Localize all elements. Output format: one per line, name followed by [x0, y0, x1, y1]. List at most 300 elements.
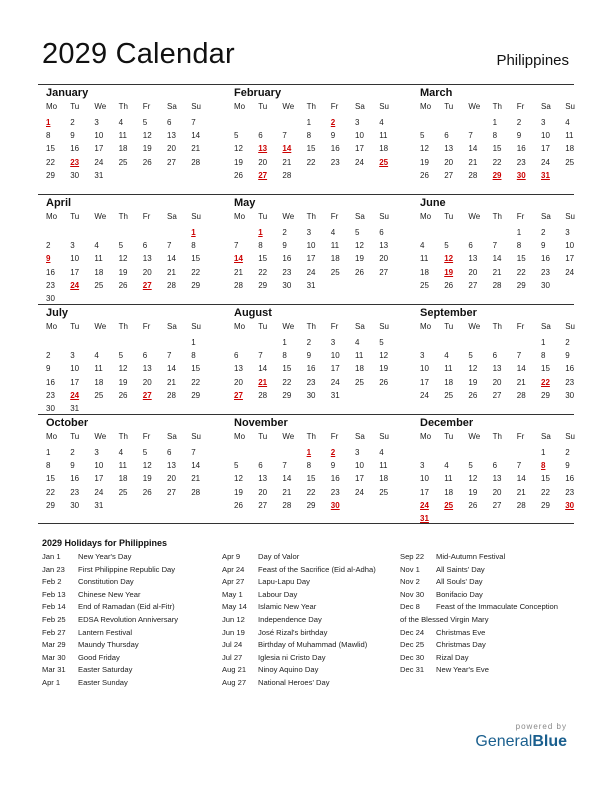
day-cell[interactable]: 1: [306, 118, 312, 127]
day-cell[interactable]: 8: [516, 241, 522, 251]
holiday-day-cell[interactable]: 1: [191, 228, 196, 237]
day-cell[interactable]: 24: [330, 377, 340, 387]
day-cell[interactable]: 14: [191, 461, 201, 471]
holiday-day-cell[interactable]: 8: [541, 461, 546, 471]
day-cell[interactable]: 8: [191, 241, 196, 251]
holiday-day-cell[interactable]: 24: [70, 280, 80, 290]
day-cell[interactable]: 12: [355, 241, 364, 251]
day-cell[interactable]: 22: [46, 487, 55, 497]
day-cell[interactable]: 23: [46, 390, 55, 400]
day-cell[interactable]: 12: [118, 254, 128, 264]
holiday-day-cell[interactable]: 27: [258, 170, 268, 180]
day-cell[interactable]: 20: [379, 254, 389, 264]
holiday-day-cell[interactable]: 31: [541, 170, 550, 180]
day-cell[interactable]: 3: [70, 241, 75, 251]
day-cell[interactable]: 4: [565, 118, 570, 127]
day-cell[interactable]: 9: [46, 364, 51, 374]
day-cell[interactable]: 21: [516, 377, 526, 387]
day-cell[interactable]: 8: [258, 241, 263, 251]
day-cell[interactable]: 15: [282, 364, 292, 374]
day-cell[interactable]: 29: [191, 280, 201, 290]
day-cell[interactable]: 25: [330, 267, 340, 277]
holiday-day-cell[interactable]: 9: [46, 254, 51, 264]
day-cell[interactable]: 21: [492, 267, 502, 277]
day-cell[interactable]: 20: [167, 144, 176, 154]
day-cell[interactable]: 27: [444, 170, 454, 180]
day-cell[interactable]: 7: [234, 241, 239, 251]
day-cell[interactable]: 27: [492, 500, 502, 510]
holiday-day-cell[interactable]: 27: [142, 280, 152, 290]
day-cell[interactable]: 18: [379, 144, 389, 154]
day-cell[interactable]: 4: [379, 118, 384, 127]
day-cell[interactable]: 8: [306, 461, 312, 471]
day-cell[interactable]: 27: [258, 500, 268, 510]
day-cell[interactable]: 31: [94, 170, 104, 180]
day-cell[interactable]: 7: [516, 461, 522, 471]
day-cell[interactable]: 5: [468, 461, 473, 471]
day-cell[interactable]: 4: [444, 351, 449, 361]
day-cell[interactable]: 16: [306, 364, 316, 374]
day-cell[interactable]: 29: [191, 390, 201, 400]
day-cell[interactable]: 25: [444, 390, 454, 400]
day-cell[interactable]: 5: [468, 351, 473, 361]
day-cell[interactable]: 5: [444, 241, 449, 251]
holiday-day-cell[interactable]: 2: [330, 448, 336, 457]
day-cell[interactable]: 28: [167, 390, 176, 400]
day-cell[interactable]: 13: [492, 474, 502, 484]
day-cell[interactable]: 26: [142, 487, 152, 497]
day-cell[interactable]: 30: [565, 390, 575, 400]
day-cell[interactable]: 15: [541, 474, 550, 484]
day-cell[interactable]: 19: [355, 254, 364, 264]
holiday-day-cell[interactable]: 1: [46, 118, 51, 127]
day-cell[interactable]: 14: [167, 364, 176, 374]
day-cell[interactable]: 30: [46, 294, 55, 303]
day-cell[interactable]: 31: [70, 404, 80, 413]
day-cell[interactable]: 18: [565, 144, 575, 154]
day-cell[interactable]: 11: [379, 461, 388, 471]
day-cell[interactable]: 19: [468, 377, 478, 387]
day-cell[interactable]: 30: [46, 404, 55, 413]
day-cell[interactable]: 24: [355, 157, 364, 167]
day-cell[interactable]: 6: [492, 351, 498, 361]
holiday-day-cell[interactable]: 31: [420, 514, 429, 523]
day-cell[interactable]: 11: [444, 474, 453, 484]
day-cell[interactable]: 13: [468, 254, 478, 264]
day-cell[interactable]: 18: [330, 254, 340, 264]
day-cell[interactable]: 22: [258, 267, 268, 277]
day-cell[interactable]: 24: [306, 267, 316, 277]
day-cell[interactable]: 17: [355, 474, 364, 484]
day-cell[interactable]: 20: [258, 487, 268, 497]
day-cell[interactable]: 16: [282, 254, 292, 264]
day-cell[interactable]: 11: [118, 131, 127, 141]
day-cell[interactable]: 13: [142, 254, 152, 264]
day-cell[interactable]: 27: [379, 267, 389, 277]
day-cell[interactable]: 19: [118, 267, 128, 277]
day-cell[interactable]: 26: [118, 280, 128, 290]
day-cell[interactable]: 6: [142, 241, 148, 251]
day-cell[interactable]: 18: [118, 144, 128, 154]
day-cell[interactable]: 19: [234, 157, 243, 167]
day-cell[interactable]: 7: [191, 118, 196, 127]
day-cell[interactable]: 27: [492, 390, 502, 400]
day-cell[interactable]: 21: [167, 377, 176, 387]
day-cell[interactable]: 29: [541, 500, 550, 510]
day-cell[interactable]: 8: [492, 131, 498, 141]
day-cell[interactable]: 9: [330, 461, 336, 471]
day-cell[interactable]: 30: [282, 280, 292, 290]
day-cell[interactable]: 29: [306, 500, 316, 510]
brand-logo[interactable]: [475, 733, 567, 751]
day-cell[interactable]: 30: [306, 390, 316, 400]
day-cell[interactable]: 12: [118, 364, 128, 374]
day-cell[interactable]: 14: [516, 364, 526, 374]
day-cell[interactable]: 8: [282, 351, 287, 361]
holiday-day-cell[interactable]: 14: [234, 254, 243, 264]
day-cell[interactable]: 15: [492, 144, 502, 154]
day-cell[interactable]: 7: [492, 241, 498, 251]
day-cell[interactable]: 19: [142, 474, 152, 484]
day-cell[interactable]: 24: [355, 487, 364, 497]
day-cell[interactable]: 4: [330, 228, 336, 237]
day-cell[interactable]: 18: [94, 267, 104, 277]
day-cell[interactable]: 18: [444, 377, 454, 387]
day-cell[interactable]: 22: [282, 377, 292, 387]
day-cell[interactable]: 20: [167, 474, 176, 484]
day-cell[interactable]: 22: [541, 487, 550, 497]
day-cell[interactable]: 13: [167, 131, 176, 141]
day-cell[interactable]: 22: [516, 267, 526, 277]
day-cell[interactable]: 22: [492, 157, 502, 167]
day-cell[interactable]: 24: [541, 157, 550, 167]
day-cell[interactable]: 13: [379, 241, 389, 251]
day-cell[interactable]: 11: [379, 131, 388, 141]
holiday-day-cell[interactable]: 1: [306, 448, 312, 457]
day-cell[interactable]: 8: [306, 131, 312, 141]
day-cell[interactable]: 7: [167, 241, 172, 251]
day-cell[interactable]: 9: [70, 131, 75, 141]
day-cell[interactable]: 1: [541, 338, 546, 347]
day-cell[interactable]: 25: [118, 487, 128, 497]
day-cell[interactable]: 21: [282, 157, 292, 167]
day-cell[interactable]: 26: [420, 170, 429, 180]
day-cell[interactable]: 15: [306, 144, 316, 154]
day-cell[interactable]: 10: [94, 461, 104, 471]
day-cell[interactable]: 2: [282, 228, 287, 237]
day-cell[interactable]: 6: [234, 351, 239, 361]
day-cell[interactable]: 17: [565, 254, 575, 264]
day-cell[interactable]: 30: [541, 280, 550, 290]
day-cell[interactable]: 22: [191, 377, 201, 387]
day-cell[interactable]: 7: [191, 448, 196, 457]
day-cell[interactable]: 11: [94, 254, 103, 264]
day-cell[interactable]: 6: [492, 461, 498, 471]
day-cell[interactable]: 4: [379, 448, 384, 457]
day-cell[interactable]: 11: [355, 351, 364, 361]
day-cell[interactable]: 10: [420, 474, 429, 484]
day-cell[interactable]: 30: [70, 170, 80, 180]
day-cell[interactable]: 11: [420, 254, 429, 264]
day-cell[interactable]: 4: [118, 448, 124, 457]
day-cell[interactable]: 21: [468, 157, 478, 167]
day-cell[interactable]: 12: [142, 131, 152, 141]
day-cell[interactable]: 21: [516, 487, 526, 497]
day-cell[interactable]: 26: [468, 390, 478, 400]
day-cell[interactable]: 3: [94, 448, 99, 457]
day-cell[interactable]: 2: [306, 338, 312, 347]
day-cell[interactable]: 26: [234, 500, 243, 510]
day-cell[interactable]: 19: [142, 144, 152, 154]
day-cell[interactable]: 1: [541, 448, 546, 457]
day-cell[interactable]: 20: [444, 157, 454, 167]
day-cell[interactable]: 15: [516, 254, 526, 264]
day-cell[interactable]: 5: [142, 118, 148, 127]
day-cell[interactable]: 12: [468, 364, 478, 374]
day-cell[interactable]: 4: [94, 241, 99, 251]
day-cell[interactable]: 23: [565, 487, 575, 497]
day-cell[interactable]: 5: [118, 241, 124, 251]
day-cell[interactable]: 18: [420, 267, 429, 277]
day-cell[interactable]: 26: [234, 170, 243, 180]
day-cell[interactable]: 14: [258, 364, 268, 374]
day-cell[interactable]: 5: [142, 448, 148, 457]
day-cell[interactable]: 28: [516, 390, 526, 400]
day-cell[interactable]: 26: [444, 280, 454, 290]
day-cell[interactable]: 15: [46, 474, 55, 484]
day-cell[interactable]: 5: [420, 131, 425, 141]
day-cell[interactable]: 2: [46, 241, 51, 251]
day-cell[interactable]: 2: [46, 351, 51, 361]
day-cell[interactable]: 14: [468, 144, 478, 154]
day-cell[interactable]: 16: [46, 267, 55, 277]
day-cell[interactable]: 3: [355, 448, 360, 457]
day-cell[interactable]: 28: [282, 170, 292, 180]
day-cell[interactable]: 26: [118, 390, 128, 400]
day-cell[interactable]: 12: [379, 351, 389, 361]
holiday-day-cell[interactable]: 2: [330, 118, 336, 127]
holiday-day-cell[interactable]: 24: [420, 500, 429, 510]
day-cell[interactable]: 9: [306, 351, 312, 361]
day-cell[interactable]: 31: [330, 390, 340, 400]
day-cell[interactable]: 16: [46, 377, 55, 387]
day-cell[interactable]: 26: [468, 500, 478, 510]
day-cell[interactable]: 23: [330, 487, 340, 497]
day-cell[interactable]: 7: [167, 351, 172, 361]
day-cell[interactable]: 3: [420, 461, 425, 471]
day-cell[interactable]: 17: [94, 144, 104, 154]
day-cell[interactable]: 17: [330, 364, 340, 374]
day-cell[interactable]: 3: [420, 351, 425, 361]
day-cell[interactable]: 28: [516, 500, 526, 510]
day-cell[interactable]: 12: [234, 144, 243, 154]
day-cell[interactable]: 10: [94, 131, 104, 141]
day-cell[interactable]: 20: [142, 377, 152, 387]
day-cell[interactable]: 10: [70, 364, 80, 374]
day-cell[interactable]: 21: [191, 474, 201, 484]
day-cell[interactable]: 18: [379, 474, 389, 484]
day-cell[interactable]: 24: [94, 487, 104, 497]
day-cell[interactable]: 25: [379, 487, 389, 497]
day-cell[interactable]: 6: [258, 461, 263, 471]
day-cell[interactable]: 29: [46, 170, 55, 180]
day-cell[interactable]: 25: [118, 157, 128, 167]
day-cell[interactable]: 3: [94, 118, 99, 127]
day-cell[interactable]: 15: [46, 144, 55, 154]
day-cell[interactable]: 15: [191, 364, 201, 374]
day-cell[interactable]: 10: [355, 461, 364, 471]
day-cell[interactable]: 10: [355, 131, 364, 141]
day-cell[interactable]: 23: [516, 157, 526, 167]
day-cell[interactable]: 22: [306, 487, 316, 497]
day-cell[interactable]: 17: [70, 267, 80, 277]
day-cell[interactable]: 17: [420, 377, 429, 387]
day-cell[interactable]: 6: [379, 228, 384, 237]
day-cell[interactable]: 3: [355, 118, 360, 127]
day-cell[interactable]: 23: [541, 267, 550, 277]
day-cell[interactable]: 8: [46, 461, 51, 471]
holiday-day-cell[interactable]: 22: [541, 377, 550, 387]
holiday-day-cell[interactable]: 27: [234, 390, 243, 400]
day-cell[interactable]: 24: [420, 390, 429, 400]
holiday-day-cell[interactable]: 30: [516, 170, 526, 180]
day-cell[interactable]: 22: [191, 267, 201, 277]
day-cell[interactable]: 20: [234, 377, 243, 387]
day-cell[interactable]: 13: [444, 144, 454, 154]
day-cell[interactable]: 17: [70, 377, 80, 387]
day-cell[interactable]: 18: [94, 377, 104, 387]
day-cell[interactable]: 20: [492, 377, 502, 387]
day-cell[interactable]: 12: [420, 144, 429, 154]
day-cell[interactable]: 4: [444, 461, 449, 471]
day-cell[interactable]: 14: [282, 474, 292, 484]
day-cell[interactable]: 2: [565, 448, 570, 457]
day-cell[interactable]: 21: [167, 267, 176, 277]
day-cell[interactable]: 16: [565, 364, 575, 374]
holiday-day-cell[interactable]: 13: [258, 144, 268, 154]
day-cell[interactable]: 22: [306, 157, 316, 167]
day-cell[interactable]: 29: [46, 500, 55, 510]
day-cell[interactable]: 22: [46, 157, 55, 167]
day-cell[interactable]: 7: [258, 351, 263, 361]
day-cell[interactable]: 28: [191, 157, 201, 167]
day-cell[interactable]: 7: [468, 131, 473, 141]
day-cell[interactable]: 9: [330, 131, 336, 141]
holiday-day-cell[interactable]: 30: [565, 500, 575, 510]
day-cell[interactable]: 27: [167, 157, 176, 167]
day-cell[interactable]: 28: [234, 280, 243, 290]
holiday-day-cell[interactable]: 27: [142, 390, 152, 400]
day-cell[interactable]: 15: [306, 474, 316, 484]
day-cell[interactable]: 5: [355, 228, 360, 237]
day-cell[interactable]: 9: [565, 351, 570, 361]
holiday-day-cell[interactable]: 23: [70, 157, 80, 167]
day-cell[interactable]: 6: [142, 351, 148, 361]
day-cell[interactable]: 14: [516, 474, 526, 484]
day-cell[interactable]: 9: [70, 461, 75, 471]
day-cell[interactable]: 4: [355, 338, 360, 347]
holiday-day-cell[interactable]: 29: [492, 170, 502, 180]
day-cell[interactable]: 13: [258, 474, 268, 484]
holiday-day-cell[interactable]: 1: [258, 228, 263, 237]
day-cell[interactable]: 14: [167, 254, 176, 264]
day-cell[interactable]: 1: [191, 338, 196, 347]
day-cell[interactable]: 16: [541, 254, 550, 264]
day-cell[interactable]: 26: [355, 267, 364, 277]
day-cell[interactable]: 12: [142, 461, 152, 471]
day-cell[interactable]: 29: [282, 390, 292, 400]
day-cell[interactable]: 26: [142, 157, 152, 167]
day-cell[interactable]: 28: [258, 390, 268, 400]
day-cell[interactable]: 10: [70, 254, 80, 264]
day-cell[interactable]: 7: [516, 351, 522, 361]
day-cell[interactable]: 28: [468, 170, 478, 180]
day-cell[interactable]: 2: [70, 448, 75, 457]
day-cell[interactable]: 19: [234, 487, 243, 497]
day-cell[interactable]: 14: [492, 254, 502, 264]
day-cell[interactable]: 16: [565, 474, 575, 484]
day-cell[interactable]: 6: [468, 241, 473, 251]
day-cell[interactable]: 10: [420, 364, 429, 374]
day-cell[interactable]: 25: [94, 390, 104, 400]
day-cell[interactable]: 16: [516, 144, 526, 154]
day-cell[interactable]: 6: [258, 131, 263, 141]
day-cell[interactable]: 17: [94, 474, 104, 484]
day-cell[interactable]: 12: [468, 474, 478, 484]
day-cell[interactable]: 28: [191, 487, 201, 497]
day-cell[interactable]: 17: [355, 144, 364, 154]
day-cell[interactable]: 29: [516, 280, 526, 290]
day-cell[interactable]: 6: [167, 118, 172, 127]
day-cell[interactable]: 15: [258, 254, 268, 264]
day-cell[interactable]: 5: [379, 338, 384, 347]
day-cell[interactable]: 24: [565, 267, 575, 277]
day-cell[interactable]: 18: [355, 364, 364, 374]
day-cell[interactable]: 25: [355, 377, 364, 387]
day-cell[interactable]: 23: [282, 267, 292, 277]
day-cell[interactable]: 1: [492, 118, 498, 127]
holiday-day-cell[interactable]: 25: [444, 500, 454, 510]
day-cell[interactable]: 4: [94, 351, 99, 361]
holiday-day-cell[interactable]: 12: [444, 254, 454, 264]
day-cell[interactable]: 2: [516, 118, 522, 127]
day-cell[interactable]: 11: [118, 461, 127, 471]
holiday-day-cell[interactable]: 14: [282, 144, 292, 154]
day-cell[interactable]: 3: [330, 338, 336, 347]
day-cell[interactable]: 6: [444, 131, 449, 141]
day-cell[interactable]: 1: [46, 448, 51, 457]
day-cell[interactable]: 26: [379, 377, 389, 387]
day-cell[interactable]: 23: [565, 377, 575, 387]
day-cell[interactable]: 19: [468, 487, 478, 497]
day-cell[interactable]: 14: [191, 131, 201, 141]
holiday-day-cell[interactable]: 24: [70, 390, 80, 400]
day-cell[interactable]: 21: [234, 267, 243, 277]
day-cell[interactable]: 15: [541, 364, 550, 374]
day-cell[interactable]: 1: [516, 228, 522, 237]
day-cell[interactable]: 10: [330, 351, 340, 361]
day-cell[interactable]: 29: [541, 390, 550, 400]
holiday-day-cell[interactable]: 25: [379, 157, 389, 167]
day-cell[interactable]: 19: [118, 377, 128, 387]
day-cell[interactable]: 23: [70, 487, 80, 497]
day-cell[interactable]: 23: [46, 280, 55, 290]
day-cell[interactable]: 11: [94, 364, 103, 374]
day-cell[interactable]: 21: [191, 144, 201, 154]
day-cell[interactable]: 31: [94, 500, 104, 510]
day-cell[interactable]: 31: [306, 280, 316, 290]
day-cell[interactable]: 16: [330, 144, 340, 154]
